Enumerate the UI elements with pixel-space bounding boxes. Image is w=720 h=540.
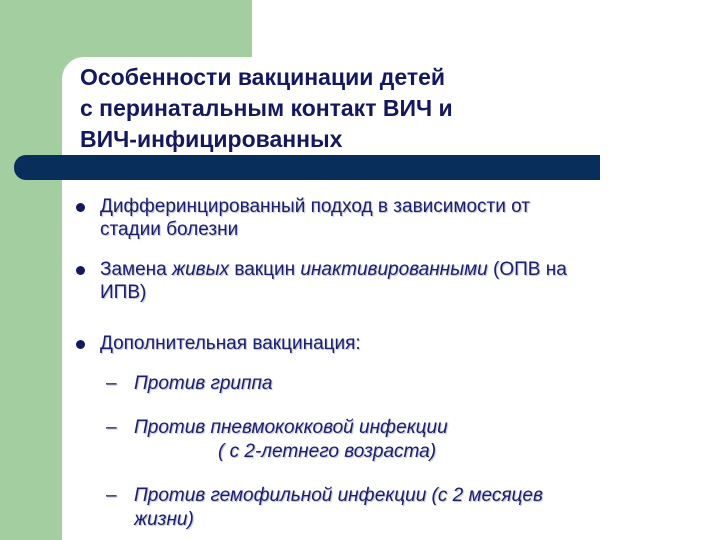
bullet-text [100, 258, 700, 304]
title-line-2: с перинатальным контакт ВИЧ и [80, 95, 453, 121]
title-underline-bar [14, 155, 600, 180]
bullet-line: Дифферинцированный подход в зависимости от [100, 196, 530, 217]
sub-item-line: Против гриппа [134, 373, 273, 394]
text-segment: Замена [100, 259, 173, 280]
slide-title [80, 62, 600, 155]
sub-item-line: Против пневмококковой инфекции [134, 417, 448, 438]
title-line-1: Особенности вакцинации детей [80, 64, 446, 90]
bullet-line [100, 258, 700, 281]
bullet-dot-icon [76, 266, 85, 275]
dash-marker: – [106, 485, 117, 506]
bullet-line: ИПВ) [100, 282, 147, 303]
bullet-dot-icon [76, 340, 85, 349]
sub-item-text [134, 372, 694, 396]
dash-marker: – [106, 417, 117, 438]
title-line-3: ВИЧ-инфицированных [80, 126, 343, 152]
text-segment: вакцин [229, 259, 301, 280]
text-segment-italic: инактивированными [300, 259, 488, 280]
sub-item-line: ( с 2-летнего возраста) [218, 441, 437, 462]
sub-item-line: жизни) [134, 509, 194, 530]
text-segment-italic: живых [172, 259, 230, 280]
bullet-dot-icon [76, 203, 85, 212]
bullet-line: стадии болезни [100, 219, 239, 240]
sub-item-text [134, 416, 694, 464]
dash-marker: – [106, 373, 117, 394]
bullet-line: Дополнительная вакцинация: [100, 333, 361, 354]
text-segment: (ОПВ на [487, 259, 567, 280]
bullet-text [100, 332, 700, 355]
sub-item-line: Против гемофильной инфекции (с 2 месяцев [134, 485, 543, 506]
bullet-text [100, 195, 700, 241]
sub-item-text [134, 484, 694, 532]
